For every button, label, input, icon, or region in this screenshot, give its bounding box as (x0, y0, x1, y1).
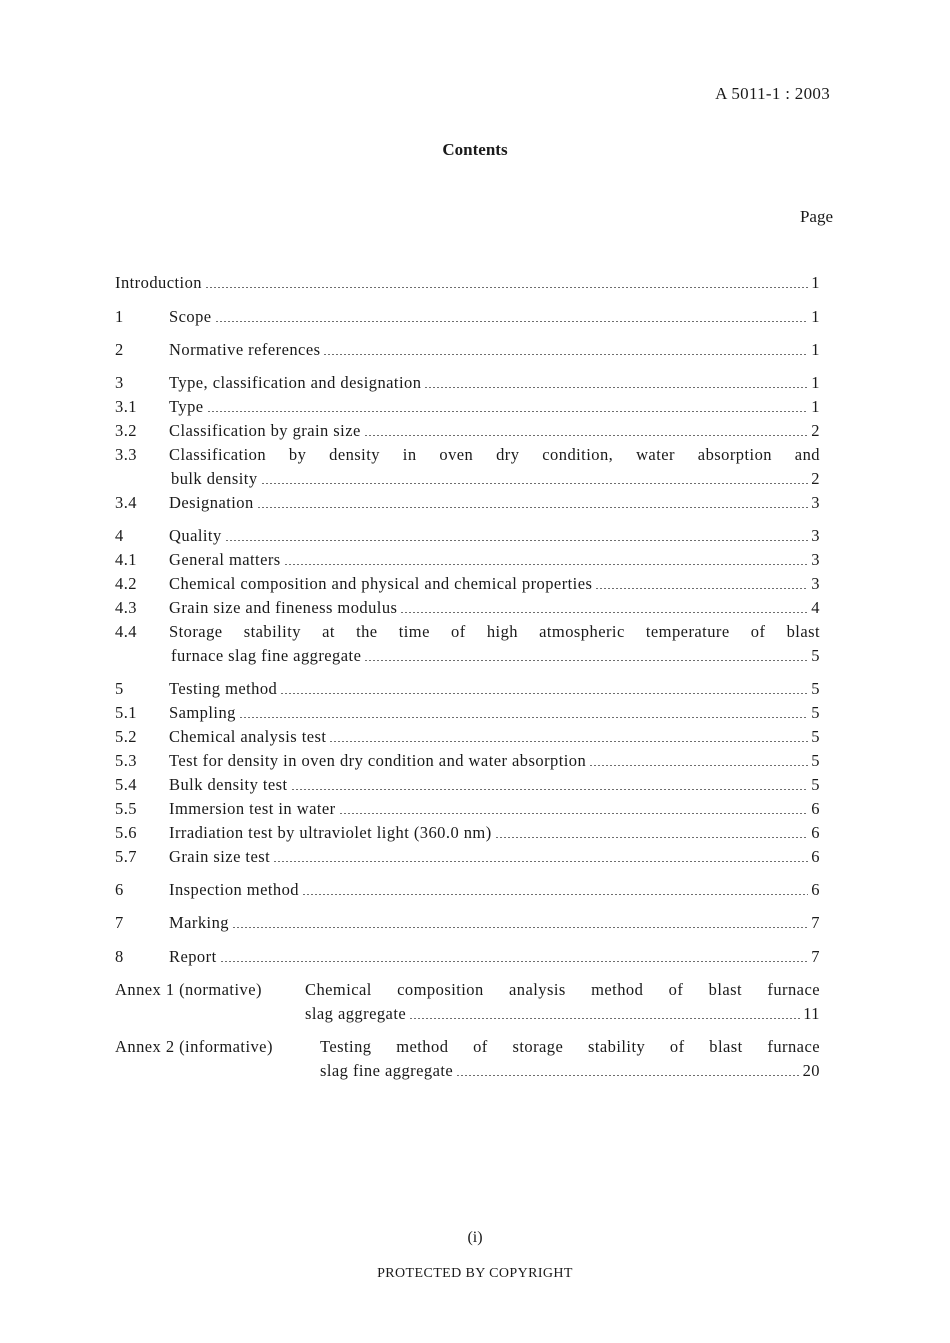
page-title: Contents (442, 140, 508, 159)
toc-entry[interactable] (115, 493, 820, 515)
toc-entry[interactable] (115, 847, 820, 869)
annex-title-cont: slag fine aggregate (320, 1061, 454, 1080)
dot-leader (284, 564, 809, 565)
toc-entry-number: 3.3 (115, 445, 137, 464)
toc-entry-number: 5.1 (115, 703, 137, 722)
toc-entry-title: Classification by density in oven dry condition, water absorption and (169, 445, 820, 464)
dot-leader (257, 507, 809, 508)
toc-entry-number: 3.4 (115, 493, 137, 512)
dot-leader (456, 1075, 799, 1076)
toc-entry-leader (169, 913, 820, 933)
dot-leader (280, 693, 808, 694)
toc-entry-number: 3 (115, 373, 124, 392)
dot-leader (273, 861, 808, 862)
toc-entry-number: 1 (115, 307, 124, 326)
toc-entry-leader (169, 947, 820, 967)
annex-page: 11 (803, 1004, 820, 1023)
toc-entry[interactable] (115, 622, 820, 644)
toc-entry-leader (169, 751, 820, 771)
toc-entry-number: 5.5 (115, 799, 137, 818)
dot-leader (424, 387, 808, 388)
toc-entry-leader (169, 307, 820, 327)
dot-leader (409, 1018, 800, 1019)
toc-entry-page: 3 (811, 493, 820, 512)
toc-entry[interactable] (115, 550, 820, 572)
toc-entry-leader (171, 469, 820, 489)
dot-leader (232, 927, 808, 928)
toc-entry-leader (169, 373, 820, 393)
annex-page: 20 (802, 1061, 820, 1080)
toc-entry[interactable] (115, 340, 820, 362)
toc-entry-number: 7 (115, 913, 124, 932)
toc-entry-leader (169, 493, 820, 513)
toc-entry-page: 6 (811, 847, 820, 866)
dot-leader (205, 287, 808, 288)
toc-entry[interactable] (115, 397, 820, 419)
toc-entry[interactable] (115, 421, 820, 443)
toc-entry-leader (169, 526, 820, 546)
toc-entry-leader (169, 421, 820, 441)
toc-entry-leader (169, 823, 820, 843)
toc-entry-page: 3 (811, 574, 820, 593)
toc-entry-title: General matters (169, 550, 281, 569)
toc-entry-leader (169, 880, 820, 900)
dot-leader (207, 411, 809, 412)
toc-entry[interactable] (115, 679, 820, 701)
annex-title: Testing method of storage stability of blast furnace (320, 1037, 820, 1056)
toc-entry[interactable] (115, 703, 820, 725)
dot-leader (291, 789, 809, 790)
toc-entry-title: Quality (169, 526, 222, 545)
toc-entry-title: Marking (169, 913, 229, 932)
toc-entry-title: Type, classification and designation (169, 373, 422, 392)
toc-entry-page: 2 (811, 469, 820, 488)
toc-entry-page: 4 (811, 598, 820, 617)
toc-entry-page: 6 (811, 823, 820, 842)
toc-entry-title: Bulk density test (169, 775, 288, 794)
toc-entry-leader (169, 397, 820, 417)
toc-entry-title: Grain size and fineness modulus (169, 598, 398, 617)
toc-entry-number: 4.4 (115, 622, 137, 641)
annex-entry-continuation[interactable] (115, 1061, 820, 1083)
dot-leader (495, 837, 809, 838)
toc-entry[interactable] (115, 727, 820, 749)
document-number: A 5011-1 : 2003 (715, 84, 830, 103)
toc-entry-title: Grain size test (169, 847, 271, 866)
toc-entry[interactable] (115, 526, 820, 548)
dot-leader (239, 717, 808, 718)
toc-entry-title-cont: bulk density (171, 469, 258, 488)
toc-entry-leader (169, 703, 820, 723)
dot-leader (215, 321, 809, 322)
toc-entry-page: 5 (811, 775, 820, 794)
annex-entry-continuation[interactable] (115, 1004, 820, 1026)
toc-entry-page: 5 (811, 727, 820, 746)
toc-entry-leader (169, 574, 820, 594)
dot-leader (261, 483, 809, 484)
toc-entry-page: 6 (811, 799, 820, 818)
toc-entry-page: 1 (811, 273, 820, 292)
toc-entry-page: 5 (811, 646, 820, 665)
toc-entry[interactable] (115, 445, 820, 467)
annex-label: Annex 2 (informative) (115, 1037, 273, 1056)
toc-entry[interactable] (115, 947, 820, 969)
toc-entry-number: 5.4 (115, 775, 137, 794)
toc-entry-leader (169, 775, 820, 795)
toc-entry-title: Scope (169, 307, 212, 326)
toc-entry[interactable] (115, 273, 820, 295)
dot-leader (589, 765, 808, 766)
toc-entry-number: 6 (115, 880, 124, 899)
dot-leader (595, 588, 808, 589)
annex-title-cont: slag aggregate (305, 1004, 407, 1023)
page-column-label: Page (799, 207, 833, 226)
annex-leader (320, 1061, 820, 1081)
toc-entry-page: 1 (811, 307, 820, 326)
toc-entry[interactable] (115, 823, 820, 845)
toc-entry-page: 7 (811, 913, 820, 932)
toc-entry-title: Sampling (169, 703, 236, 722)
toc-entry-title: Designation (169, 493, 254, 512)
toc-entry-number: 8 (115, 947, 124, 966)
toc-entry-title: Immersion test in water (169, 799, 336, 818)
dot-leader (329, 741, 808, 742)
toc-entry-page: 1 (811, 397, 820, 416)
dot-leader (400, 612, 808, 613)
toc-entry-title: Type (169, 397, 204, 416)
toc-entry-leader (169, 598, 820, 618)
toc-entry-title: Chemical analysis test (169, 727, 327, 746)
toc-entry-number: 2 (115, 340, 124, 359)
toc-entry-continuation[interactable] (115, 646, 820, 668)
toc-entry[interactable] (115, 880, 820, 902)
toc-entry-page: 3 (811, 550, 820, 569)
toc-entry-number: 4 (115, 526, 124, 545)
copyright-notice: PROTECTED BY COPYRIGHT (377, 1266, 573, 1281)
toc-entry-title: Test for density in oven dry condition and water absorption (169, 751, 587, 770)
toc-entry-title: Inspection method (169, 880, 299, 899)
toc-entry-page: 5 (811, 679, 820, 698)
toc-entry[interactable] (115, 913, 820, 935)
toc-entry-number: 3.1 (115, 397, 137, 416)
dot-leader (364, 660, 808, 661)
toc-entry-number: 5.7 (115, 847, 137, 866)
toc-entry[interactable] (115, 574, 820, 596)
toc-entry-title-cont: furnace slag fine aggregate (171, 646, 362, 665)
toc-entry-leader (169, 727, 820, 747)
toc-entry-leader (115, 273, 820, 293)
toc-entry-number: 5.6 (115, 823, 137, 842)
toc-entry-title: Normative references (169, 340, 321, 359)
dot-leader (339, 813, 809, 814)
toc-entry-page: 5 (811, 751, 820, 770)
toc-entry-number: 4.1 (115, 550, 137, 569)
dot-leader (323, 354, 808, 355)
toc-entry[interactable] (115, 775, 820, 797)
toc-entry-title: Classification by grain size (169, 421, 361, 440)
dot-leader (220, 961, 809, 962)
toc-entry-number: 4.2 (115, 574, 137, 593)
toc-entry-page: 1 (811, 340, 820, 359)
toc-entry-number: 4.3 (115, 598, 137, 617)
toc-entry-number: 5.2 (115, 727, 137, 746)
toc-entry[interactable] (115, 799, 820, 821)
toc-entry[interactable] (115, 373, 820, 395)
toc-entry-number: 3.2 (115, 421, 137, 440)
toc-entry-leader (169, 679, 820, 699)
toc-entry-leader (169, 550, 820, 570)
toc-entry-page: 3 (811, 526, 820, 545)
toc-entry-number: 5.3 (115, 751, 137, 770)
toc-entry-continuation[interactable] (115, 469, 820, 491)
toc-entry-page: 5 (811, 703, 820, 722)
footer-page-number: (i) (467, 1229, 483, 1246)
toc-entry-title: Storage stability at the time of high atmospheric temperature of blast (169, 622, 820, 641)
annex-label: Annex 1 (normative) (115, 980, 262, 999)
toc-entry[interactable] (115, 751, 820, 773)
dot-leader (302, 894, 808, 895)
dot-leader (225, 540, 809, 541)
toc-entry-leader (169, 847, 820, 867)
toc-entry-title: Testing method (169, 679, 278, 698)
toc-entry-number: 5 (115, 679, 124, 698)
toc-entry-title: Introduction (115, 273, 202, 292)
annex-entry[interactable] (115, 980, 820, 1002)
toc-entry-page: 6 (811, 880, 820, 899)
dot-leader (364, 435, 809, 436)
toc-entry-title: Chemical composition and physical and chemical properties (169, 574, 593, 593)
toc-entry-page: 7 (811, 947, 820, 966)
toc-entry-leader (171, 646, 820, 666)
toc-entry-title: Irradiation test by ultraviolet light (360.0 nm) (169, 823, 492, 842)
toc-entry-page: 1 (811, 373, 820, 392)
toc-entry[interactable] (115, 598, 820, 620)
annex-entry[interactable] (115, 1037, 820, 1059)
annex-title: Chemical composition analysis method of blast furnace (305, 980, 820, 999)
toc-entry[interactable] (115, 307, 820, 329)
toc-entry-page: 2 (811, 421, 820, 440)
toc-entry-leader (169, 340, 820, 360)
toc-entry-leader (169, 799, 820, 819)
toc-entry-title: Report (169, 947, 217, 966)
annex-leader (305, 1004, 820, 1024)
